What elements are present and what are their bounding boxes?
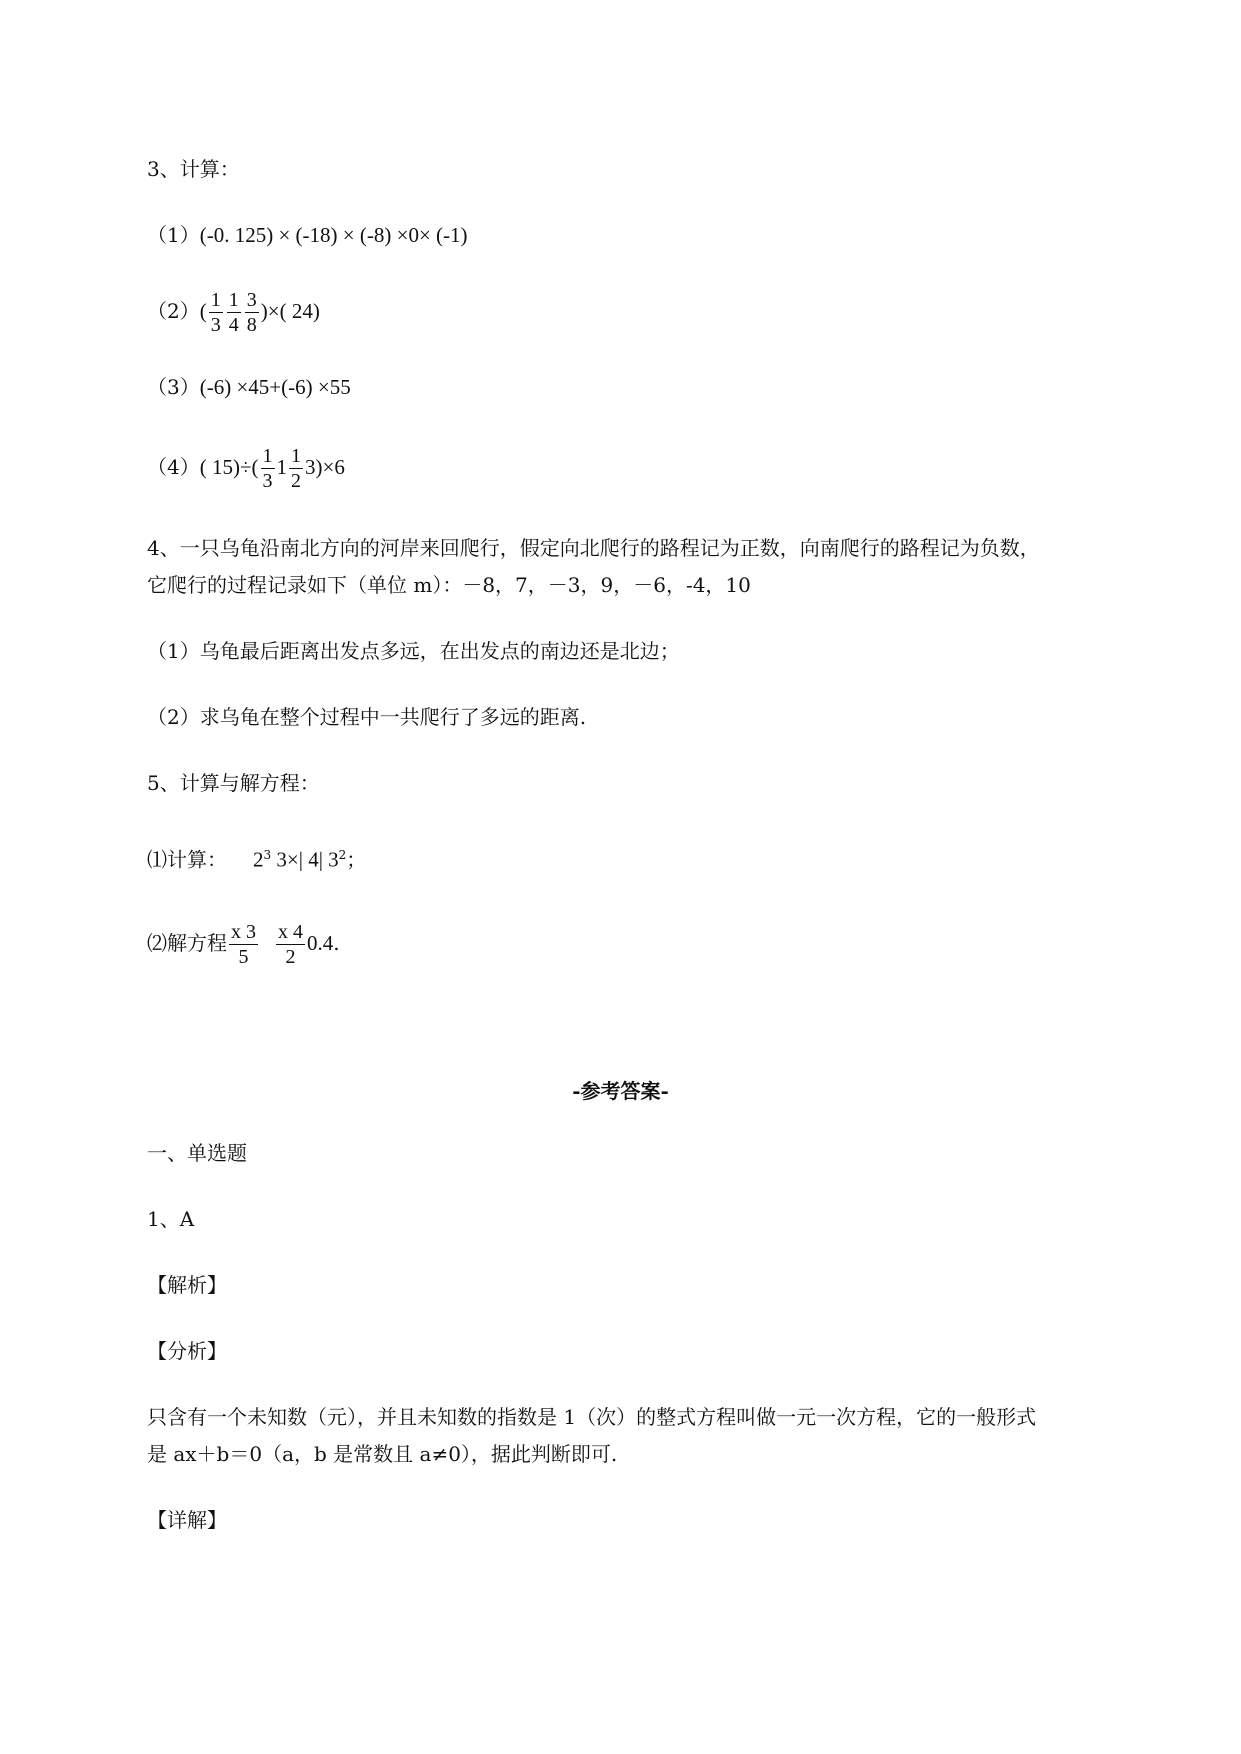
q3-part-4-fraction-1: $\frac{1}{3}$: [262, 445, 273, 492]
q4-line-1: 4、一只乌龟沿南北方向的河岸来回爬行，假定向北爬行的路程记为正数，向南爬行的路程记为负数，: [147, 536, 1040, 560]
q5-sub-1-term-a: 2: [253, 847, 264, 872]
q4-sub-1: （1）乌龟最后距离出发点多远，在出发点的南边还是北边；: [147, 639, 680, 663]
answers-heading: -参考答案-: [572, 1079, 669, 1103]
q5-sub-1-term-c: 3: [322, 847, 339, 872]
q3-part-4-label: （4）: [147, 455, 200, 479]
q5-title: 5、计算与解方程：: [147, 771, 320, 795]
answer-analysis-line-1: 只含有一个未知数（元），并且未知数的指数是 1（次）的整式方程叫做一元一次方程，它的一般形式: [147, 1405, 1037, 1429]
q3-part-1-label: （1）: [147, 223, 200, 247]
answers-section-title: 一、单选题: [147, 1141, 247, 1165]
q3-part-2-fraction-1: $\frac{1}{3}$: [210, 289, 221, 336]
q5-sub-1: [147, 842, 366, 873]
q5-sub-2: [147, 920, 340, 969]
q3-part-2-fraction-3: $\frac{3}{8}$: [246, 289, 257, 336]
q3-part-3-label: （3）: [147, 375, 200, 399]
answer-item-1: 1、A: [147, 1207, 195, 1231]
q5-sub-1-term-c-exponent: 2: [338, 848, 347, 862]
answer-analysis-line-2: 是 ax＋b＝0（a，b 是常数且 a≠0），据此判断即可.: [147, 1442, 618, 1466]
q3-part-2-fraction-2: $\frac{1}{4}$: [228, 289, 239, 336]
q4-line-2: 它爬行的过程记录如下（单位 m）：－8，7，－3，9，－6，-4，10: [147, 573, 751, 597]
q3-part-1-expression: (-0. 125) × (-18) × (-8) ×0× (-1): [199, 223, 468, 247]
q3-part-2-open: (: [199, 299, 207, 323]
q3-part-4-head: ( 15)÷(: [199, 455, 259, 479]
q3-part-4-fraction-2: $\frac{1}{2}$: [291, 445, 301, 492]
q3-part-2-tail: )×( 24): [260, 299, 320, 323]
q3-part-1: [147, 222, 468, 248]
answer-xiangjie-label: 【详解】: [147, 1508, 227, 1532]
answer-jiexi-label: 【解析】: [147, 1273, 227, 1297]
q5-sub-2-fraction-1: $\frac{x 3}{5}$: [231, 921, 256, 968]
q3-part-3-expression: (-6) ×45+(-6) ×55: [199, 375, 351, 399]
answer-fenxi-label: 【分析】: [147, 1339, 227, 1363]
q3-part-3: [147, 374, 351, 400]
q5-sub-1-end: ；: [346, 847, 367, 872]
q5-sub-2-label: ⑵解方程: [147, 931, 227, 955]
q5-sub-2-fraction-2: $\frac{x 4}{2}$: [278, 921, 303, 968]
q5-sub-2-tail: 0.4: [307, 931, 334, 955]
q3-part-4-mid: 1: [276, 455, 287, 479]
q3-title: 3、计算：: [147, 157, 240, 181]
q3-part-2: [147, 288, 320, 337]
q5-sub-1-term-a-exponent: 3: [263, 848, 272, 862]
q5-sub-2-end: .: [333, 931, 340, 955]
q5-sub-1-term-b: 3×| 4|: [271, 847, 323, 872]
q3-part-4: [147, 444, 345, 493]
q5-sub-1-label: ⑴计算：: [147, 847, 227, 872]
q3-part-2-label: （2）: [147, 299, 200, 323]
q3-part-4-tail: 3)×6: [305, 455, 345, 479]
q4-sub-2: （2）求乌龟在整个过程中一共爬行了多远的距离.: [147, 705, 587, 729]
